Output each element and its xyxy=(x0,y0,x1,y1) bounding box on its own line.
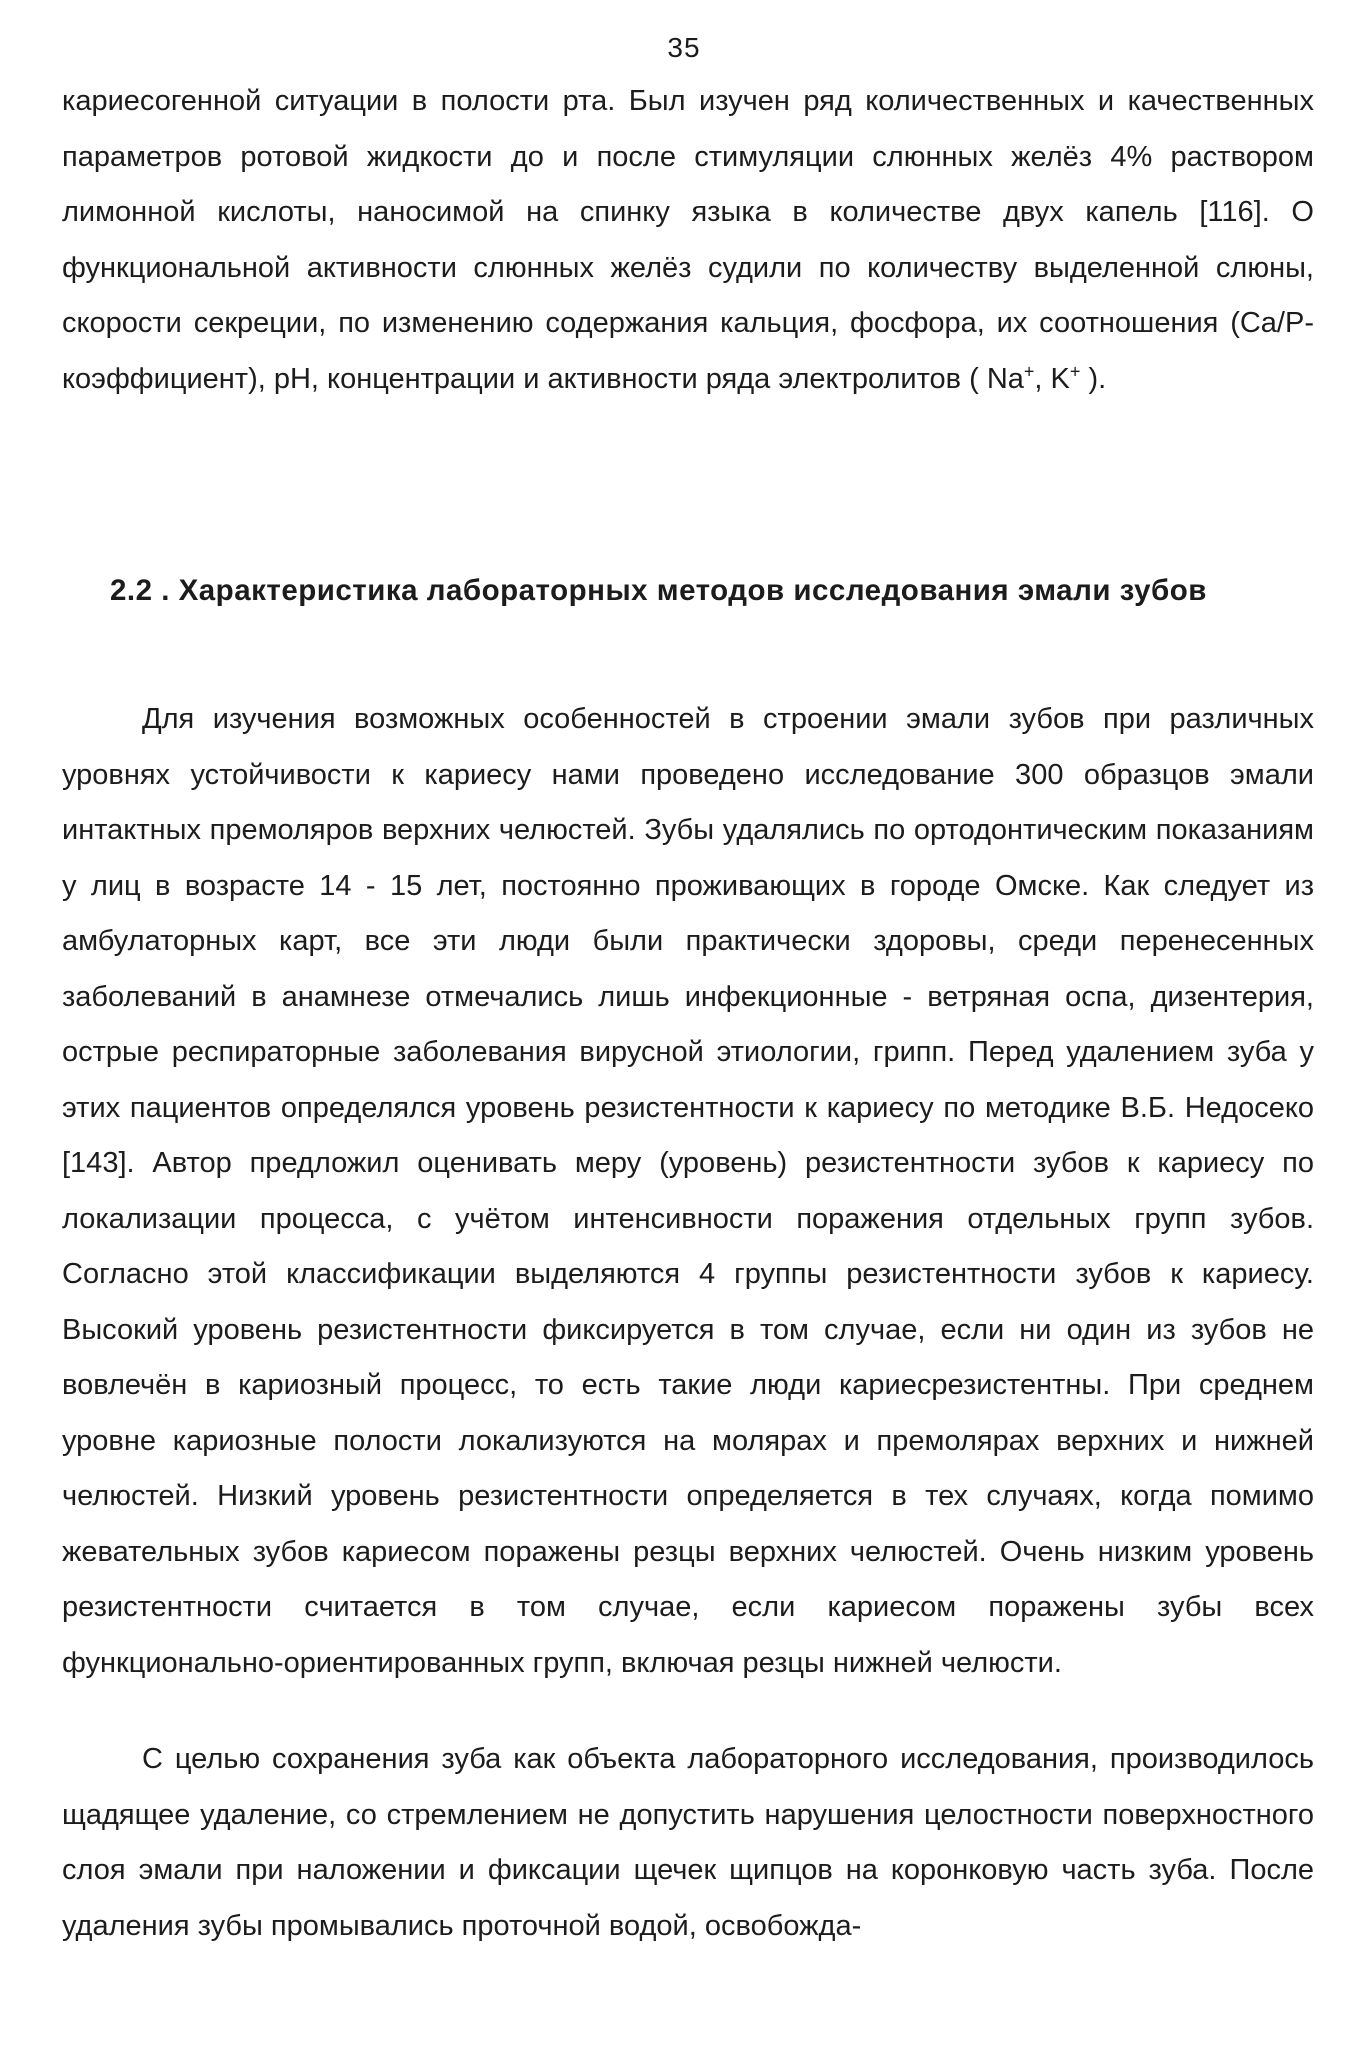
paragraph-extraction xyxy=(62,1732,1314,1954)
paragraph-text xyxy=(62,74,1314,407)
superscript-plus: + xyxy=(1023,360,1035,381)
section-heading: 2.2 . Характеристика лабораторных методов исследования эмали зубов xyxy=(110,574,1207,607)
paragraph-methods xyxy=(62,692,1314,1691)
paragraph-text-end: ). xyxy=(1080,362,1107,395)
page-number: 35 xyxy=(667,32,701,63)
paragraph-text-main: кариесогенной ситуации в полости рта. Был изучен ряд количественных и качественных параметров ротовой жидкости до и после стимуляции слюнных желёз 4% раствором лимонной кислоты, наносимой на спинку языка в количестве двух капель [116]. О функциональной активности слюнных желёз судили по количеству выделенной слюны, скорости секреции, по изменению содержания кальция, фосфора, их соотношения (Ca/P-коэффициент), pH, концентрации и активности ряда электролитов ( Na xyxy=(62,85,1314,395)
paragraph-text: С целью сохранения зуба как объекта лабораторного исследования, производилось щадящее удаление, со стремлением не допустить нарушения целостности поверхностного слоя эмали при наложении и фиксации щечек щипцов на коронковую часть зуба. После удаления зубы промывались проточной водой, освобожда- xyxy=(62,1743,1314,1942)
superscript-plus: + xyxy=(1069,360,1081,381)
paragraph-text-between: , K xyxy=(1034,362,1070,395)
paragraph-intro xyxy=(62,74,1314,407)
paragraph-text: Для изучения возможных особенностей в строении эмали зубов при различных уровнях устойчивости к кариесу нами проведено исследование 300 образцов эмали интактных премоляров верхних челюстей. Зубы удалялись по ортодонтическим показаниям у лиц в возрасте 14 - 15 лет, постоянно проживающих в городе Омске. Как следует из амбулаторных карт, все эти люди были практически здоровы, среди перенесенных заболеваний в анамнезе отмечались лишь инфекционные - ветряная оспа, дизентерия, острые респираторные заболевания вирусной этиологии, грипп. Перед удалением зуба у этих пациентов определялся уровень резистентности к кариесу по методике В.Б. Недосеко [143]. Автор предложил оценивать меру (уровень) резистентности зубов к кариесу по локализации процесса, с учётом интенсивности поражения отдельных групп зубов. Согласно этой классификации выделяются 4 группы резистентности зубов к кариесу. Высокий уровень резистентности фиксируется в том случае, если ни один из зубов не вовлечён в кариозный процесс, то есть такие люди кариесрезистентны. При среднем уровне кариозные полости локализуются на молярах и премолярах верхних и нижней челюстей. Низкий уровень резистентности определяется в тех случаях, когда помимо жевательных зубов кариесом поражены резцы верхних челюстей. Очень низким уровень резистентности считается в том случае, если кариесом поражены зубы всех функционально-ориентированных групп, включая резцы нижней челюсти. xyxy=(62,703,1314,1679)
